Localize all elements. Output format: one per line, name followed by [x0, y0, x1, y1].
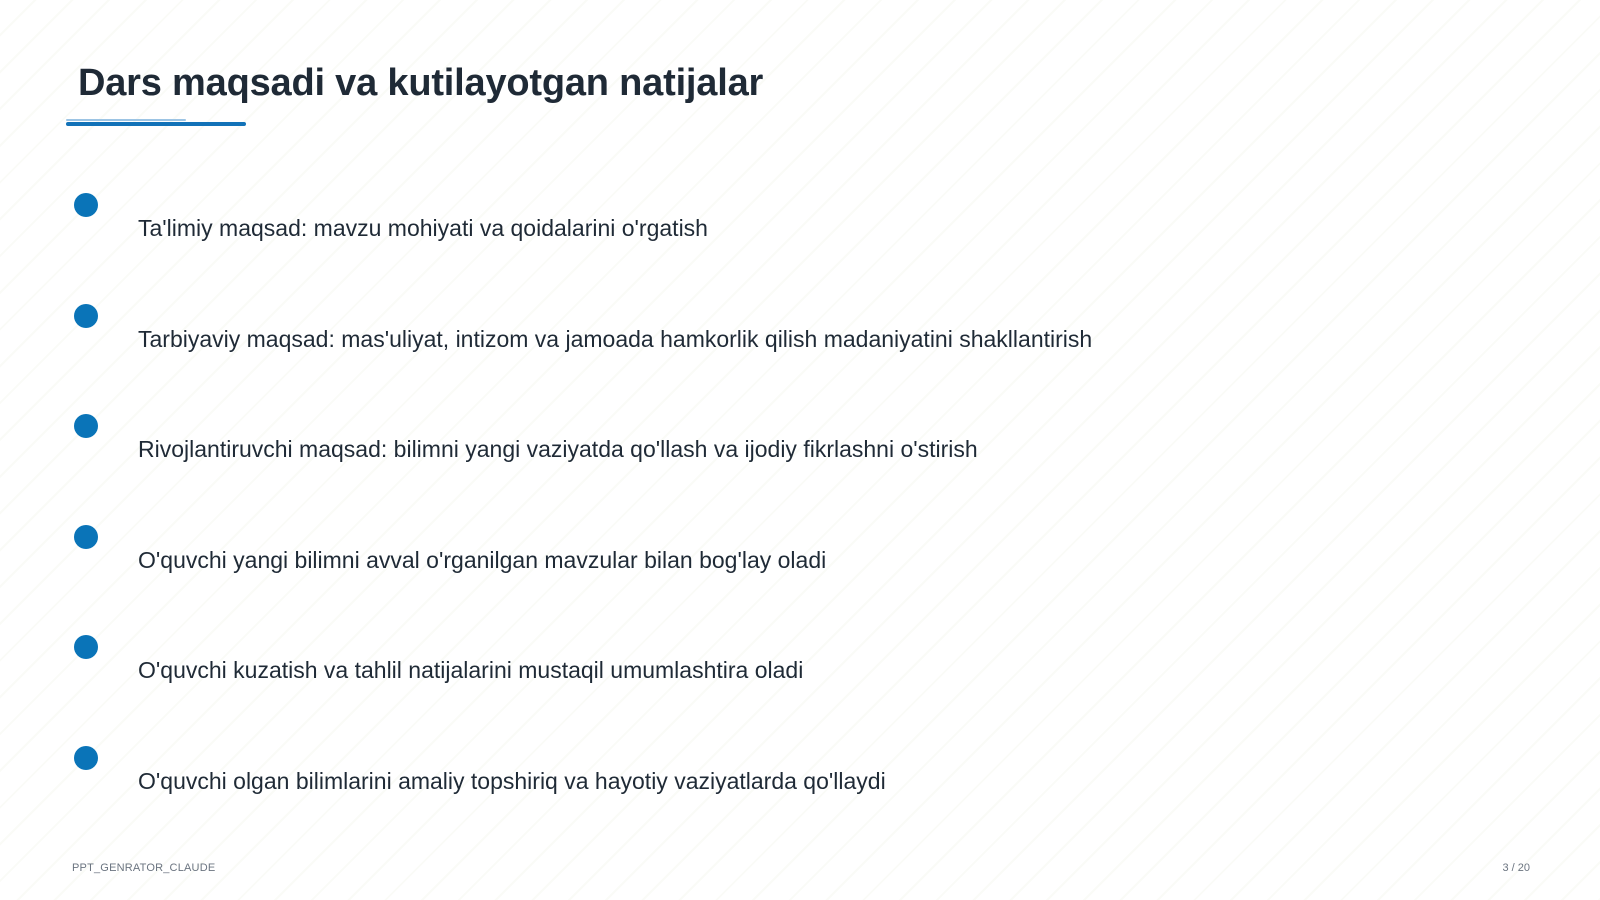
page-indicator: 3 / 20 — [1502, 862, 1530, 874]
bullet-text: Rivojlantiruvchi maqsad: bilimni yangi vaziyatda qo'llash va ijodiy fikrlashni o'stirish — [138, 436, 978, 462]
list-item — [0, 193, 1600, 283]
bullet-text: O'quvchi yangi bilimni avval o'rganilgan mavzular bilan bog'lay oladi — [138, 547, 827, 573]
list-item — [0, 635, 1600, 725]
bullet-dot-icon — [74, 414, 98, 438]
bullet-dot-icon — [74, 635, 98, 659]
list-item — [0, 304, 1600, 394]
bullet-text: O'quvchi olgan bilimlarini amaliy topshiriq va hayotiy vaziyatlarda qo'llaydi — [138, 768, 886, 794]
bullet-dot-icon — [74, 746, 98, 770]
list-item — [0, 746, 1600, 836]
list-item — [0, 525, 1600, 615]
bullet-text: O'quvchi kuzatish va tahlil natijalarini mustaqil umumlashtira oladi — [138, 657, 804, 683]
list-item — [0, 414, 1600, 504]
bullet-text: Ta'limiy maqsad: mavzu mohiyati va qoidalarini o'rgatish — [138, 215, 708, 241]
bullet-text: Tarbiyaviy maqsad: mas'uliyat, intizom va jamoada hamkorlik qilish madaniyatini shakllantirish — [138, 326, 1093, 352]
bullet-dot-icon — [74, 304, 98, 328]
slide-title: Dars maqsadi va kutilayotgan natijalar — [78, 62, 764, 104]
footer-source-label: PPT_GENRATOR_CLAUDE — [72, 862, 216, 874]
title-underline — [66, 122, 246, 126]
bullet-dot-icon — [74, 193, 98, 217]
bullet-dot-icon — [74, 525, 98, 549]
